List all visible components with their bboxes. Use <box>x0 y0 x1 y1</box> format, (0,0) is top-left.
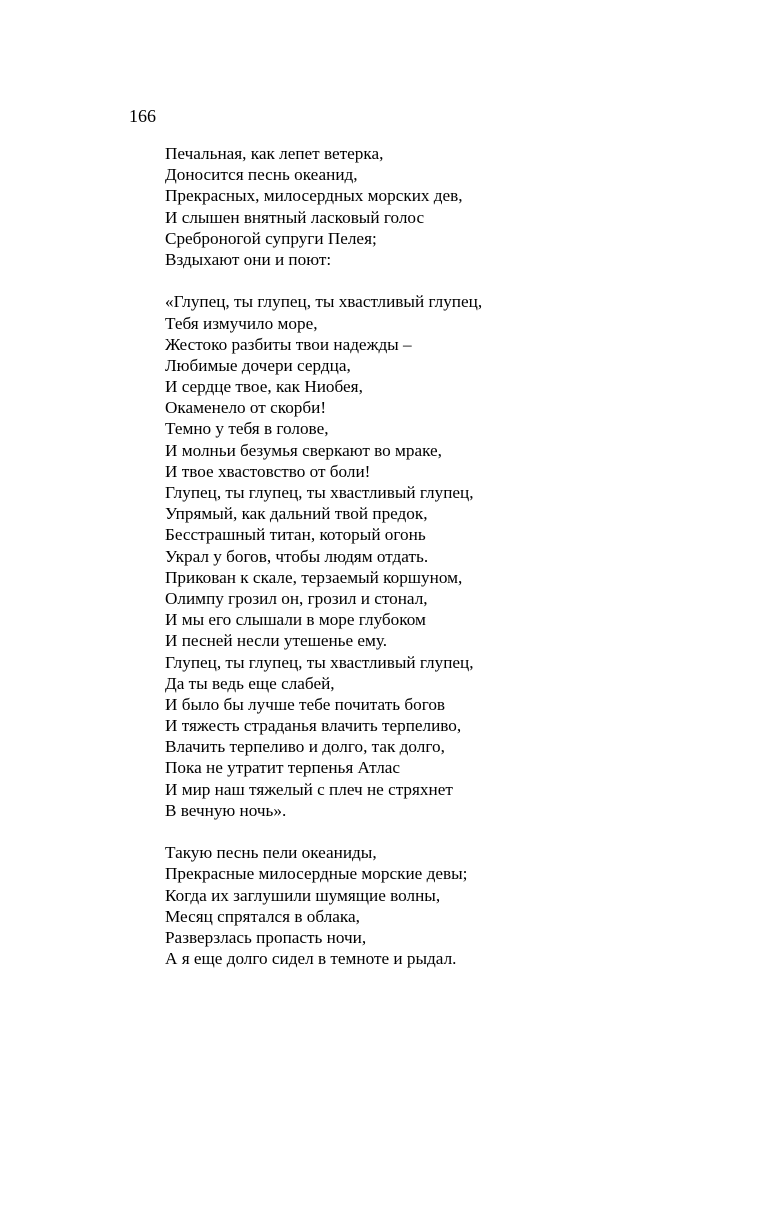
poem-line: А я еще долго сидел в темноте и рыдал. <box>165 949 457 969</box>
poem-line: И сердце твое, как Ниобея, <box>165 377 363 397</box>
poem-line: Глупец, ты глупец, ты хвастливый глупец, <box>165 652 474 672</box>
poem-line: Да ты ведь еще слабей, <box>165 673 335 693</box>
poem-line: Любимые дочери сердца, <box>165 355 351 375</box>
poem-line: Окаменело от скорби! <box>165 398 327 418</box>
poem-line: Упрямый, как дальний твой предок, <box>165 504 428 524</box>
poem-line: И было бы лучше тебе почитать богов <box>165 694 446 714</box>
poem-line: В вечную ночь». <box>165 800 287 820</box>
poem-body <box>165 143 725 969</box>
poem-line: И твое хвастовство от боли! <box>165 461 371 481</box>
stanza-2 <box>165 291 725 821</box>
poem-line: Месяц спрятался в облака, <box>165 906 360 926</box>
poem-line: Пока не утратит терпенья Атлас <box>165 758 401 778</box>
poem-line: И мы его слышали в море глубоком <box>165 610 426 630</box>
poem-line: И мир наш тяжелый с плеч не стряхнет <box>165 779 453 799</box>
poem-line: Украл у богов, чтобы людям отдать. <box>165 546 429 566</box>
poem-line: Темно у тебя в голове, <box>165 419 329 439</box>
poem-line: Вздыхают они и поют: <box>165 249 332 269</box>
poem-line: Прикован к скале, терзаемый коршуном, <box>165 567 463 587</box>
stanza-3 <box>165 842 725 969</box>
poem-line: Такую песнь пели океаниды, <box>165 843 377 863</box>
poem-line: И тяжесть страданья влачить терпеливо, <box>165 716 462 736</box>
poem-line: Тебя измучило море, <box>165 313 318 333</box>
page-number: 166 <box>129 106 156 126</box>
poem-line: Печальная, как лепет ветерка, <box>165 144 384 163</box>
poem-line: И песней несли утешенье ему. <box>165 631 388 651</box>
stanza-1 <box>165 143 725 270</box>
poem-line: Разверзлась пропасть ночи, <box>165 927 367 947</box>
poem-line: И молньи безумья сверкают во мраке, <box>165 440 442 460</box>
poem-line: Прекрасные милосердные морские девы; <box>165 864 468 884</box>
poem-line: Доносится песнь океанид, <box>165 165 358 185</box>
poem-line: Олимпу грозил он, грозил и стонал, <box>165 588 428 608</box>
poem-line: Бесстрашный титан, который огонь <box>165 525 426 545</box>
poem-line: Жестоко разбиты твои надежды – <box>165 334 412 354</box>
poem-line: «Глупец, ты глупец, ты хвастливый глупец, <box>165 292 483 312</box>
poem-line: Среброногой супруги Пелея; <box>165 228 377 248</box>
poem-line: Глупец, ты глупец, ты хвастливый глупец, <box>165 483 474 502</box>
poem-line: Влачить терпеливо и долго, так долго, <box>165 737 445 757</box>
poem-line: И слышен внятный ласковый голос <box>165 207 425 227</box>
poem-line: Когда их заглушили шумящие волны, <box>165 885 441 905</box>
poem-line: Прекрасных, милосердных морских дев, <box>165 186 463 206</box>
